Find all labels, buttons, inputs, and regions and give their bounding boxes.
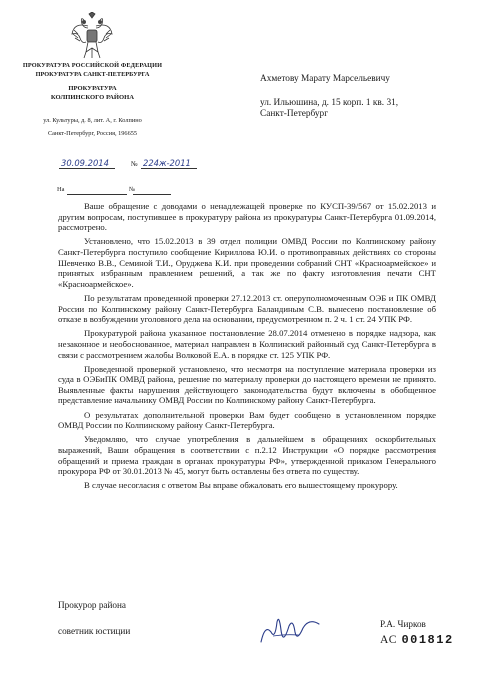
body-paragraph: Ваше обращение с доводами о ненадлежащей проверке по КУСП-39/567 от 15.02.2013 и другим вопросам, поступившее в прокуратуру района из прокуратуры Санкт-Петербурга 01.09.2014, рассмотрено. [58,201,436,233]
agency-address-city: Санкт-Петербург, Россия, 196655 [47,130,138,137]
reply-number-underline [133,194,171,195]
body-paragraph: Уведомляю, что случае употребления в дальнейшем в обращениях оскорбительных выражений, Ваши обращения в соответствии с п.2.12 Инструкции «О порядке рассмотрения обращений и приема граждан в органах прокуратуры РФ», утвержденной приказом Генерального прокурора РФ от 30.01.2013 № 45, могут быть оставлены без ответа по существу. [58,434,436,477]
outgoing-reference-line [57,158,207,176]
recipient-address-street: ул. Ильюшина, д. 15 корп. 1 кв. 31, [260,98,399,108]
body-paragraph: В случае несогласия с ответом Вы вправе обжаловать его вышестоящему прокурору. [84,480,398,491]
reference-date-handwritten: 30.09.2014 [59,158,115,169]
handwritten-signature [255,612,325,652]
in-reply-to-line [57,186,136,193]
reference-no-label: № [131,160,138,168]
recipient-address-city: Санкт-Петербург [260,109,329,119]
double-headed-eagle-emblem [70,12,114,60]
document-serial [380,633,454,647]
reference-number-handwritten: 224ж-2011 [141,158,197,169]
agency-name-district-2: КОЛПИНСКОГО РАЙОНА [50,94,135,101]
body-paragraph: По результатам проведенной проверки 27.12.2013 ст. оперуполномоченным ОЭБ и ПК ОМВД России по Колпинскому району Санкт-Петербурга Баландиным С.В. вынесено постановление об отказе в возбуждении уголовного дела на основании, предусмотренном п. 2 ч. 1 ст. 24 УПК РФ. [58,292,436,325]
signer-title-2: советник юстиции [58,626,131,636]
body-paragraph: Прокуратурой района указанное постановление 28.07.2014 отменено в порядке надзора, как незаконное и необоснованное, материал направлен в Колпинский районный суд Санкт-Петербурга в связи с рассмотрением жалобы Волковой Е.А. в порядке ст. 125 УПК РФ. [58,328,436,360]
recipient-name: Ахметову Марату Марсельевичу [260,74,390,84]
agency-name-city: ПРОКУРАТУРА САНКТ-ПЕТЕРБУРГА [35,71,150,78]
signer-name: Р.А. Чирков [380,619,426,629]
serial-number: 001812 [401,633,454,647]
agency-name-district-1: ПРОКУРАТУРА [68,85,117,92]
body-paragraph: Проведенной проверкой установлено, что несмотря на поступление материала проверки из суда в ОЭБиПК ОМВД района, решение по материалу проверки до настоящего времени не принято. Выявленные факты нарушения действующего законодательства будут включены в обобщенное представление начальнику ОМВД России по Колпинскому району Санкт-Петербурга. [58,363,436,406]
in-reply-on-label: На [57,186,65,193]
agency-address-street: ул. Культуры, д. 8, лит. А, г. Колпино [43,117,142,124]
in-reply-no-label: № [129,186,136,193]
agency-name-federal: ПРОКУРАТУРА РОССИЙСКОЙ ФЕДЕРАЦИИ [22,62,163,69]
signer-title-1: Прокурор района [58,600,127,610]
letter-body [58,201,436,495]
reply-date-underline [67,194,127,195]
serial-prefix: АС [380,633,398,646]
body-paragraph: Установлено, что 15.02.2013 в 39 отдел полиции ОМВД России по Колпинскому району Санкт-Петербурга поступило сообщение Кириллова Ю.И. о противоправных действиях со стороны Шевченко В.В., Семиной Т.И., Оруджева К.И. при проведении собраний СНТ «Красноармейское» и принятых избранным правлением решений, а так же по факту изготовления печати СНТ «Красноармейское». [58,236,436,289]
body-paragraph: О результатах дополнительной проверки Вам будет сообщено в установленном порядке ОМВД России по Колпинскому району Санкт-Петербурга. [58,409,436,431]
